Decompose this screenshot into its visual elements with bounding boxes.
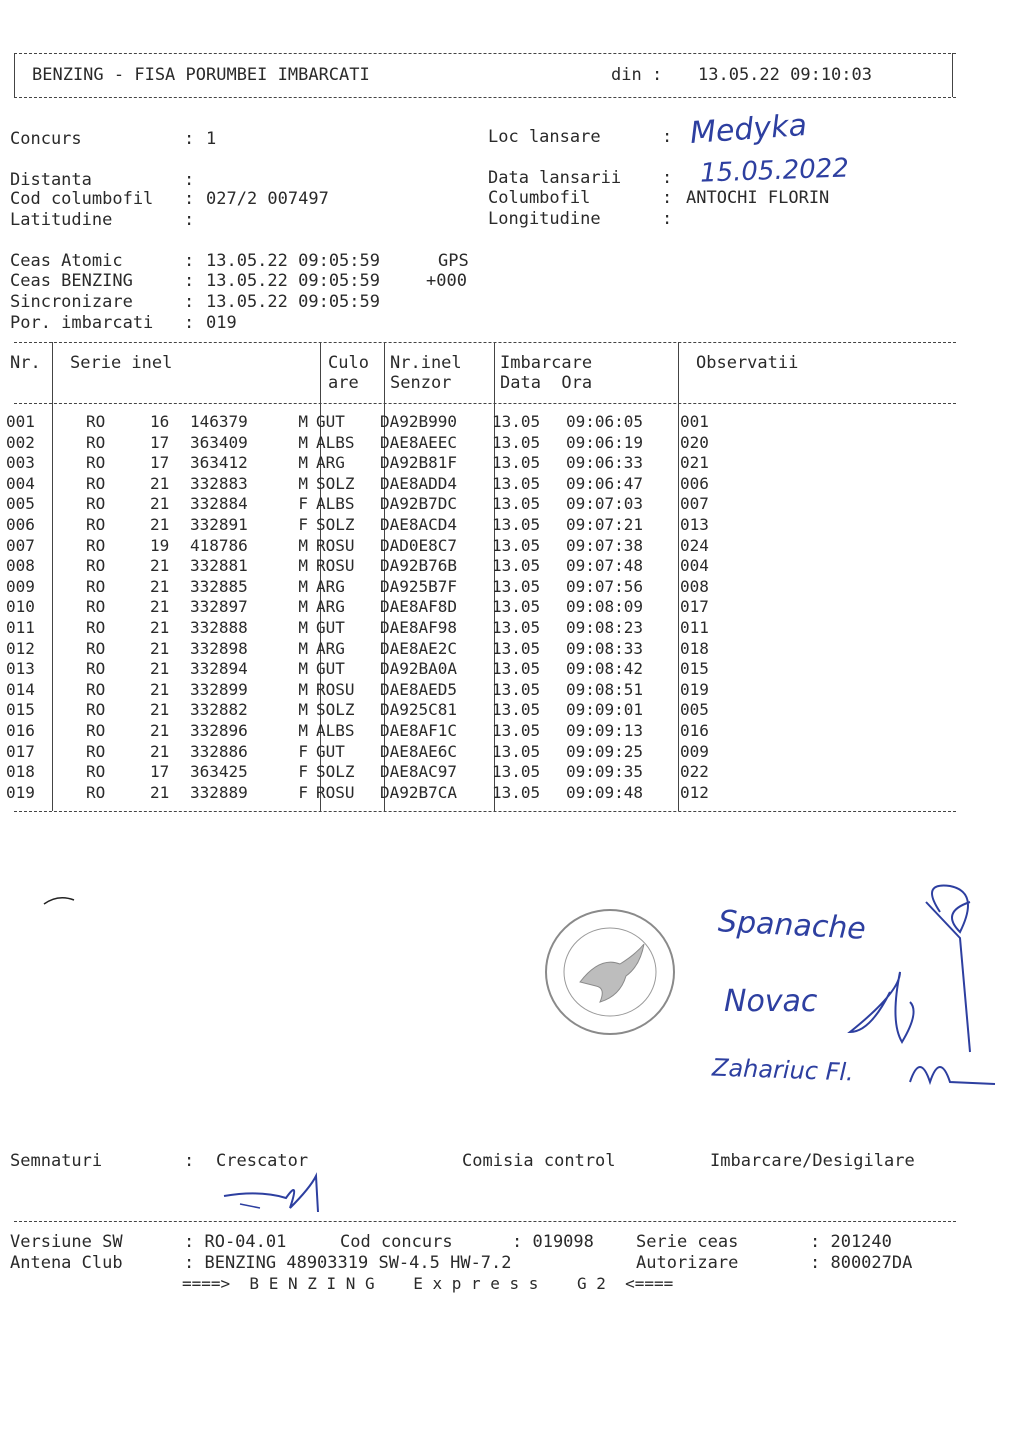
signature-3: Zahariuc Fl. [711,1053,855,1087]
row-nr: 011 [6,617,35,637]
sincronizare-value: 13.05.22 09:05:59 [206,292,380,312]
row-nr: 012 [6,638,35,658]
row-inel: 332883 [190,473,248,493]
header-left-bar [14,53,15,97]
latitudine-sep: : [184,210,195,230]
row-sex: M [298,638,308,658]
row-nr: 004 [6,473,35,493]
table-row [0,433,740,454]
row-sex: M [298,679,308,699]
columbofil-sep: : [662,188,673,208]
row-ora: 09:07:56 [566,576,644,596]
row-obs: 007 [680,494,709,514]
row-ora: 09:08:09 [566,597,644,617]
header-serie-inel: Serie inel [70,353,173,373]
serie-ceas-label: Serie ceas [636,1232,739,1252]
row-data: 13.05 [492,453,541,473]
table-row [0,721,740,742]
por-imbarcati-label: Por. imbarcati [10,313,154,333]
row-senzor: DAE8AC97 [380,762,458,782]
row-data: 13.05 [492,514,541,534]
row-an: 21 [150,556,170,576]
row-data: 13.05 [492,412,541,431]
row-data: 13.05 [492,535,541,555]
row-inel: 332882 [190,700,248,720]
row-inel: 363409 [190,432,248,452]
row-obs: 020 [680,432,709,452]
row-data: 13.05 [492,700,541,720]
row-inel: 332889 [190,782,248,802]
table-row [0,577,740,598]
row-data: 13.05 [492,432,541,452]
row-obs: 006 [680,473,709,493]
row-ora: 09:06:33 [566,453,644,473]
row-an: 21 [150,473,170,493]
row-ora: 09:08:42 [566,659,644,679]
row-data: 13.05 [492,679,541,699]
row-nr: 017 [6,741,35,761]
row-senzor: DA92B76B [380,556,458,576]
row-inel: 332891 [190,514,248,534]
pen-mark [40,890,80,910]
por-imbarcati-sep: : [184,313,195,333]
row-sex: M [298,535,308,555]
header-right-bar [952,53,953,97]
row-nr: 009 [6,576,35,596]
row-nr: 008 [6,556,35,576]
imbarcare-label: Imbarcare/Desigilare [710,1151,915,1171]
row-an: 21 [150,679,170,699]
row-data: 13.05 [492,556,541,576]
row-tara: RO [86,741,106,761]
row-culoare: ROSU [316,556,355,576]
table-row [0,680,740,701]
header-nr-inel-1: Nr.inel [390,353,462,373]
row-obs: 015 [680,659,709,679]
row-nr: 019 [6,782,35,802]
ceas-benzing-extra: +000 [426,271,467,291]
row-an: 17 [150,762,170,782]
row-nr: 016 [6,720,35,740]
table-row [0,515,740,536]
row-data: 13.05 [492,659,541,679]
ceas-atomic-extra: GPS [438,251,469,271]
por-imbarcati-value: 019 [206,313,237,333]
row-an: 16 [150,412,170,431]
row-culoare: GUT [316,617,345,637]
header-observatii: Observatii [696,353,799,373]
header-imbarcare-1: Imbarcare [500,353,593,373]
row-ora: 09:09:13 [566,720,644,740]
row-culoare: SOLZ [316,700,355,720]
row-tara: RO [86,659,106,679]
row-ora: 09:09:35 [566,762,644,782]
row-culoare: ARG [316,597,345,617]
loc-lansare-label: Loc lansare [488,127,601,147]
ceas-benzing-label: Ceas BENZING [10,271,133,291]
table-row [0,494,740,515]
row-an: 19 [150,535,170,555]
row-culoare: ARG [316,453,345,473]
row-an: 21 [150,597,170,617]
concurs-value: 1 [206,129,217,149]
loc-lansare-sep: : [662,127,673,147]
sincronizare-label: Sincronizare [10,292,133,312]
row-nr: 013 [6,659,35,679]
row-inel: 332884 [190,494,248,514]
row-culoare: ROSU [316,535,355,555]
table-row [0,742,740,763]
row-senzor: DA925C81 [380,700,458,720]
row-tara: RO [86,535,106,555]
row-inel: 332898 [190,638,248,658]
row-ora: 09:08:23 [566,617,644,637]
table-bottom-rule [14,811,956,812]
row-obs: 019 [680,679,709,699]
comisia-label: Comisia control [462,1151,616,1171]
table-row [0,659,740,680]
row-sex: F [298,494,308,514]
header-nr-inel-2: Senzor [390,373,452,393]
ceas-benzing-value: 13.05.22 09:05:59 [206,271,380,291]
row-inel: 332881 [190,556,248,576]
row-nr: 003 [6,453,35,473]
row-nr: 018 [6,762,35,782]
row-tara: RO [86,679,106,699]
row-an: 17 [150,453,170,473]
semnaturi-sep: : [184,1151,195,1171]
row-inel: 146379 [190,412,248,431]
longitudine-sep: : [662,209,673,229]
row-an: 21 [150,638,170,658]
ceas-benzing-sep: : [184,271,195,291]
row-senzor: DAE8AF8D [380,597,458,617]
row-data: 13.05 [492,597,541,617]
row-tara: RO [86,617,106,637]
cod-columbofil-label: Cod columbofil [10,189,154,209]
row-ora: 09:08:51 [566,679,644,699]
row-obs: 017 [680,597,709,617]
autorizare-label: Autorizare [636,1253,739,1273]
row-tara: RO [86,453,106,473]
row-culoare: GUT [316,659,345,679]
row-obs: 024 [680,535,709,555]
row-tara: RO [86,432,106,452]
row-obs: 004 [680,556,709,576]
row-senzor: DAE8ACD4 [380,514,458,534]
header-top-rule [14,53,956,54]
header-culoare-1: Culo [328,353,369,373]
row-sex: F [298,741,308,761]
row-an: 21 [150,782,170,802]
header-imbarcare-2: Data Ora [500,373,593,393]
row-tara: RO [86,412,106,431]
concurs-label: Concurs [10,129,82,149]
row-sex: M [298,473,308,493]
row-obs: 008 [680,576,709,596]
row-inel: 332888 [190,617,248,637]
row-inel: 332885 [190,576,248,596]
footer-rule [14,1221,956,1222]
latitudine-label: Latitudine [10,210,113,230]
row-senzor: DAE8ADD4 [380,473,458,493]
row-obs: 022 [680,762,709,782]
row-tara: RO [86,720,106,740]
table-row [0,536,740,557]
columbofil-label: Columbofil [488,188,591,208]
row-sex: F [298,514,308,534]
header-bottom-rule [14,97,956,98]
row-an: 17 [150,432,170,452]
row-inel: 363425 [190,762,248,782]
row-nr: 015 [6,700,35,720]
row-tara: RO [86,556,106,576]
row-sex: M [298,720,308,740]
row-obs: 005 [680,700,709,720]
ceas-atomic-sep: : [184,251,195,271]
row-tara: RO [86,494,106,514]
data-lansarii-sep: : [662,168,673,188]
row-culoare: ARG [316,638,345,658]
distanta-label: Distanta [10,170,92,190]
semnaturi-label: Semnaturi [10,1151,103,1171]
table-row [0,474,740,495]
distanta-sep: : [184,170,195,190]
row-sex: M [298,700,308,720]
row-data: 13.05 [492,638,541,658]
cod-concurs-label: Cod concurs [340,1232,453,1252]
report-title: BENZING - FISA PORUMBEI IMBARCATI [32,65,370,85]
row-tara: RO [86,638,106,658]
row-sex: F [298,782,308,802]
row-senzor: DAE8AE2C [380,638,458,658]
row-sex: M [298,432,308,452]
row-senzor: DA92B990 [380,412,458,431]
row-ora: 09:07:48 [566,556,644,576]
row-data: 13.05 [492,576,541,596]
row-obs: 016 [680,720,709,740]
row-culoare: ALBS [316,494,355,514]
row-obs: 001 [680,412,709,431]
header-nr: Nr. [10,353,41,373]
row-nr: 005 [6,494,35,514]
row-tara: RO [86,762,106,782]
row-data: 13.05 [492,473,541,493]
data-lansarii-label: Data lansarii [488,168,622,188]
pigeon-table [0,412,740,803]
row-senzor: DAE8AED5 [380,679,458,699]
row-inel: 332886 [190,741,248,761]
row-nr: 001 [6,412,35,431]
row-nr: 006 [6,514,35,534]
cod-columbofil-sep: : [184,189,195,209]
row-senzor: DAD0E8C7 [380,535,458,555]
row-senzor: DA92BA0A [380,659,458,679]
row-sex: F [298,762,308,782]
cod-concurs-value: : 019098 [512,1232,594,1252]
signature-2: Novac [724,984,818,1019]
row-culoare: ALBS [316,720,355,740]
row-an: 21 [150,700,170,720]
row-sex: M [298,556,308,576]
table-top-rule [14,342,956,343]
table-row [0,700,740,721]
row-inel: 332896 [190,720,248,740]
antena-value: : BENZING 48903319 SW-4.5 HW-7.2 [184,1253,512,1273]
row-tara: RO [86,514,106,534]
row-sex: M [298,617,308,637]
table-row [0,639,740,660]
row-an: 21 [150,720,170,740]
row-ora: 09:09:01 [566,700,644,720]
row-culoare: SOLZ [316,762,355,782]
row-senzor: DA92B81F [380,453,458,473]
row-ora: 09:09:25 [566,741,644,761]
row-inel: 332894 [190,659,248,679]
row-an: 21 [150,617,170,637]
columbofil-value: ANTOCHI FLORIN [686,188,830,208]
row-culoare: ALBS [316,432,355,452]
row-data: 13.05 [492,741,541,761]
row-senzor: DAE8AF1C [380,720,458,740]
signature-1: Spanache [717,904,867,947]
row-data: 13.05 [492,782,541,802]
header-culoare-2: are [328,373,359,393]
row-obs: 009 [680,741,709,761]
concurs-sep: : [184,129,195,149]
row-an: 21 [150,659,170,679]
autorizare-value: : 800027DA [810,1253,913,1273]
row-nr: 007 [6,535,35,555]
row-culoare: ROSU [316,782,355,802]
row-senzor: DA92B7CA [380,782,458,802]
din-label: din : [611,65,663,85]
row-an: 21 [150,514,170,534]
row-nr: 002 [6,432,35,452]
row-tara: RO [86,473,106,493]
antena-label: Antena Club [10,1253,123,1273]
crescator-label: Crescator [216,1151,309,1171]
row-inel: 332897 [190,597,248,617]
row-inel: 418786 [190,535,248,555]
din-value: 13.05.22 09:10:03 [698,65,872,85]
row-sex: M [298,453,308,473]
row-culoare: SOLZ [316,473,355,493]
row-sex: M [298,576,308,596]
row-senzor: DAE8AEEC [380,432,458,452]
row-an: 21 [150,741,170,761]
table-row [0,412,740,433]
row-ora: 09:09:48 [566,782,644,802]
row-obs: 021 [680,453,709,473]
table-row [0,453,740,474]
row-culoare: GUT [316,412,345,431]
row-data: 13.05 [492,762,541,782]
row-culoare: ARG [316,576,345,596]
row-nr: 010 [6,597,35,617]
handwritten-data-lansarii: 15.05.2022 [699,153,850,189]
table-row [0,783,740,804]
benzing-banner: ====> B E N Z I N G E x p r e s s G 2 <==== [182,1274,674,1293]
row-culoare: ROSU [316,679,355,699]
sincronizare-sep: : [184,292,195,312]
serie-ceas-value: : 201240 [810,1232,892,1252]
row-sex: M [298,597,308,617]
row-senzor: DAE8AF98 [380,617,458,637]
row-nr: 014 [6,679,35,699]
versiune-value: : RO-04.01 [184,1232,287,1252]
row-tara: RO [86,597,106,617]
versiune-label: Versiune SW [10,1232,123,1252]
handwritten-loc-lansare: Medyka [688,107,808,152]
row-data: 13.05 [492,720,541,740]
table-header-rule [14,403,956,404]
row-obs: 018 [680,638,709,658]
ceas-atomic-value: 13.05.22 09:05:59 [206,251,380,271]
row-an: 21 [150,494,170,514]
table-row [0,618,740,639]
row-ora: 09:07:38 [566,535,644,555]
row-obs: 012 [680,782,709,802]
row-data: 13.05 [492,494,541,514]
row-data: 13.05 [492,617,541,637]
crescator-signature [220,1168,330,1218]
row-ora: 09:06:19 [566,432,644,452]
row-sex: M [298,659,308,679]
table-row [0,762,740,783]
row-ora: 09:06:05 [566,412,644,431]
row-tara: RO [86,576,106,596]
row-tara: RO [86,782,106,802]
table-row [0,556,740,577]
row-senzor: DA92B7DC [380,494,458,514]
row-inel: 332899 [190,679,248,699]
row-ora: 09:08:33 [566,638,644,658]
row-obs: 013 [680,514,709,534]
row-culoare: GUT [316,741,345,761]
row-culoare: SOLZ [316,514,355,534]
row-senzor: DAE8AE6C [380,741,458,761]
club-stamp [540,904,680,1040]
row-inel: 363412 [190,453,248,473]
row-tara: RO [86,700,106,720]
row-sex: M [298,412,308,431]
row-ora: 09:07:03 [566,494,644,514]
signature-scribbles [830,872,1000,1102]
row-ora: 09:07:21 [566,514,644,534]
row-ora: 09:06:47 [566,473,644,493]
ceas-atomic-label: Ceas Atomic [10,251,123,271]
row-obs: 011 [680,617,709,637]
cod-columbofil-value: 027/2 007497 [206,189,329,209]
table-row [0,597,740,618]
row-an: 21 [150,576,170,596]
longitudine-label: Longitudine [488,209,601,229]
row-senzor: DA925B7F [380,576,458,596]
